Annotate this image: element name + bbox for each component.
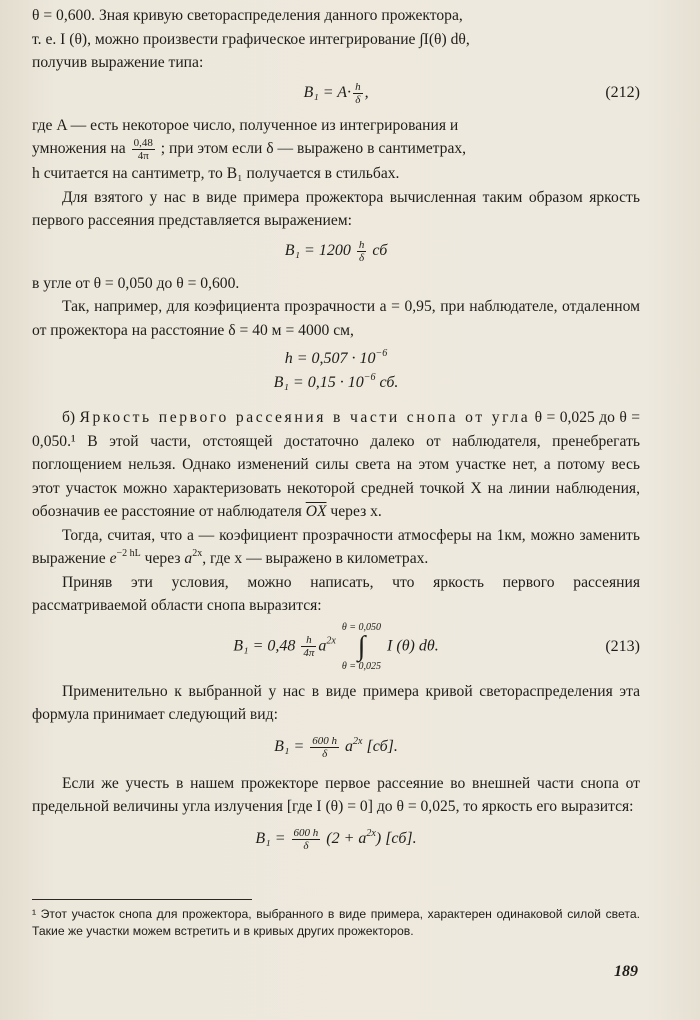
- formula-outer: B₁ = $\frac{600 h}{\delta}$ $(2 + a^{2x})$ [сб].: [255, 826, 417, 852]
- paragraph-5: Так, например, для коэфициента прозрачности a = 0,95, при наблюдателе, отдаленном от прожектора на расстояние δ = 40 м = 4000 см,: [32, 298, 640, 339]
- equation-number-213: (213): [605, 637, 640, 655]
- line-2: т. е. I (θ), можно произвести графическое интегрирование ∫I(θ) dθ,: [32, 30, 470, 48]
- paragraph-6: б) Яркость первого рассеяния в части снопа от угла θ = 0,025 до θ = 0,050.¹ В этой части, отстоящей достаточно далеко от наблюдателя, пренебрегать поглощением нельзя. Однако изменений силы света на этом участке нет, а потому весь этот участок можно характеризовать некоторой средней точкой X на линии наблюдения, обозначив ее расстояние от наблюдателя $\overline{OX}$ через x.: [32, 409, 640, 520]
- footnote: ¹ Этот участок снопа для прожектора, выбранного в виде примера, характерен одинаковой силой света. Такие же участки можем встретить и в кривых других прожекторов.: [32, 907, 640, 938]
- integral-sign: θ = 0,050 ∫ θ = 0,025: [341, 621, 382, 672]
- fraction: $\frac{600 h}{\delta}$: [312, 734, 338, 760]
- equation-number-212: (212): [605, 84, 640, 101]
- line-1: θ = 0,600. Зная кривую светораспределения данного прожектора,: [32, 7, 463, 24]
- formula-b1-value: $B_1 = 0,15 \cdot 10^{-6}$ сб.: [273, 372, 399, 391]
- paragraph-10: Если же учесть в нашем прожекторе первое рассеяние во внешней части снопа от предельной величины угла излучения [где I (θ) = 0] до θ = 0,025, то яркость его выразится:: [32, 774, 640, 815]
- paragraph-1: [32, 4, 640, 75]
- fraction: $\frac{h}{\delta}$: [355, 80, 361, 106]
- main-text: [32, 4, 640, 852]
- footnote-rule: [32, 899, 252, 900]
- fraction: $\frac{600 h}{\delta}$: [293, 826, 319, 852]
- paragraph-8: Приняв эти условия, можно написать, что яркость первого рассеяния рассматриваемой области снопа выразится:: [32, 573, 640, 614]
- paragraph-4: в угле от θ = 0,050 до θ = 0,600.: [32, 274, 240, 292]
- paragraph-9: Применительно к выбранной у нас в виде примера кривой светораспределения эта формула принимает следующий вид:: [32, 682, 640, 723]
- formula-213: B₁ = 0,48 $\frac{h}{4\pi}$ $a^{2x}$ θ = 0,050 ∫ θ = 0,025 I (θ) dθ. (213): [233, 621, 640, 672]
- fraction: $\frac{0,48}{4\pi}$: [133, 137, 153, 162]
- paragraph-2: где A — есть некоторое число, полученное из интегрирования и умножения на $\frac{0,48}{4\pi}$ ; при этом если δ — выражено в сантиметрах, h считается на сантиметр, то B₁ получается в стильбах.: [32, 116, 467, 182]
- fraction: $\frac{h}{4\pi}$: [303, 634, 315, 659]
- formula-brightness: B₁ = 1200 $\frac{h}{\delta}$ сб: [284, 238, 388, 264]
- paragraph-3: Для взятого у нас в виде примера прожектора вычисленная таким образом яркость первого рассеяния представляется выражением:: [32, 188, 640, 229]
- formula-example: B₁ = $\frac{600 h}{\delta}$ $a^{2x}$ [сб].: [274, 734, 398, 760]
- line-3: получив выражение типа:: [32, 54, 204, 71]
- formula-212: B₁ = A· $\frac{h}{\delta}$ , (212): [303, 80, 640, 106]
- page-number: 189: [614, 963, 638, 980]
- paragraph-7: Тогда, считая, что a — коэфициент прозрачности атмосферы на 1км, можно заменить выражение $e^{-2 hL}$ через $a^{2x}$, где x — выражено в километрах.: [32, 526, 640, 567]
- formula-h: $h = 0,507 \cdot 10^{-6}$: [284, 348, 388, 367]
- fraction: $\frac{h}{\delta}$: [358, 238, 365, 264]
